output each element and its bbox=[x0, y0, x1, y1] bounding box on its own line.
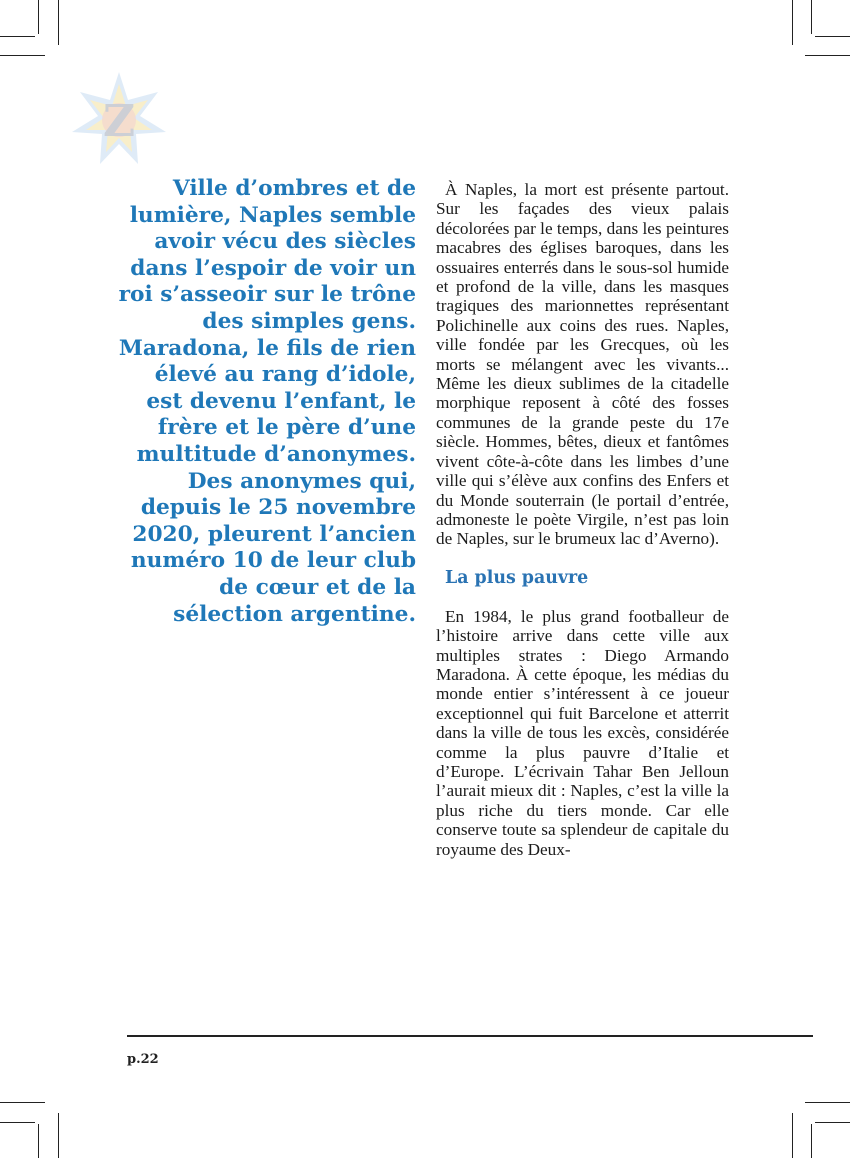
crop-mark bbox=[792, 1113, 793, 1158]
crop-mark bbox=[811, 0, 812, 34]
crop-mark bbox=[0, 36, 35, 37]
crop-mark bbox=[792, 0, 793, 45]
footer-rule bbox=[127, 1035, 813, 1037]
star-sunburst-logo-icon bbox=[66, 70, 172, 170]
section-heading: La plus pauvre bbox=[445, 567, 589, 588]
crop-mark bbox=[38, 1124, 39, 1158]
logo-letter: Z bbox=[102, 96, 136, 147]
crop-mark bbox=[815, 36, 850, 37]
article-column bbox=[436, 180, 729, 859]
article-paragraph: En 1984, le plus grand footballeur de l’histoire arrive dans cette ville aux multiples strates : Diego Armando Maradona. À cette époque, les médias du monde entier s’intéressent à ce joueur exceptionnel qui fuit Barcelone et atterrit dans la ville de tous les excès, considérée comme la plus pauvre d’Italie et d’Europe. L’écrivain Tahar Ben Jelloun l’aurait mieux dit : Naples, c’est la ville la plus riche du tiers monde. Car elle conserve toute sa splendeur de capitale du royaume des Deux- bbox=[436, 606, 729, 859]
crop-mark bbox=[58, 1113, 59, 1158]
article-paragraph: À Naples, la mort est présente partout. Sur les façades des vieux palais décolorées par le temps, dans les peintures macabres des églises baroques, dans les ossuaires enterrés dans le sous-sol humide et profond de la ville, dans les masques tragiques des marionnettes représentant Polichinelle aux coins des rues. Naples, ville fondée par les Grecques, où les morts se mélangent avec les vivants... Même les dieux sublimes de la citadelle morphique reposent à côté des fosses communes de la grande peste du 17e siècle. Hommes, bêtes, dieux et fantômes vivent côte-à-côte dans les limbes d’une ville qui s’élève aux confins des Enfers et du Monde souterrain (le portail d’entrée, admoneste le poète Virgile, n’est pas loin de Naples, sur le brumeux lac d’Averno). bbox=[436, 180, 729, 549]
crop-mark bbox=[805, 55, 850, 56]
crop-mark bbox=[805, 1102, 850, 1103]
crop-mark bbox=[58, 0, 59, 45]
crop-mark bbox=[815, 1122, 850, 1123]
crop-mark bbox=[811, 1124, 812, 1158]
page-number: p.22 bbox=[127, 1052, 159, 1067]
crop-mark bbox=[0, 55, 45, 56]
crop-mark bbox=[0, 1102, 45, 1103]
crop-mark bbox=[0, 1122, 35, 1123]
crop-mark bbox=[38, 0, 39, 34]
pull-quote: Ville d’ombres et de lumière, Naples semble avoir vécu des siècles dans l’espoir de voir un roi s’asseoir sur le trône des simples gens. Maradona, le fils de rien élevé au rang d’idole, est devenu l’enfant, le frère et le père d’une multitude d’anonymes. Des anonymes qui, depuis le 25 novembre 2020, pleurent l’ancien numéro 10 de leur club de cœur et de la sélection argentine. bbox=[118, 176, 416, 627]
